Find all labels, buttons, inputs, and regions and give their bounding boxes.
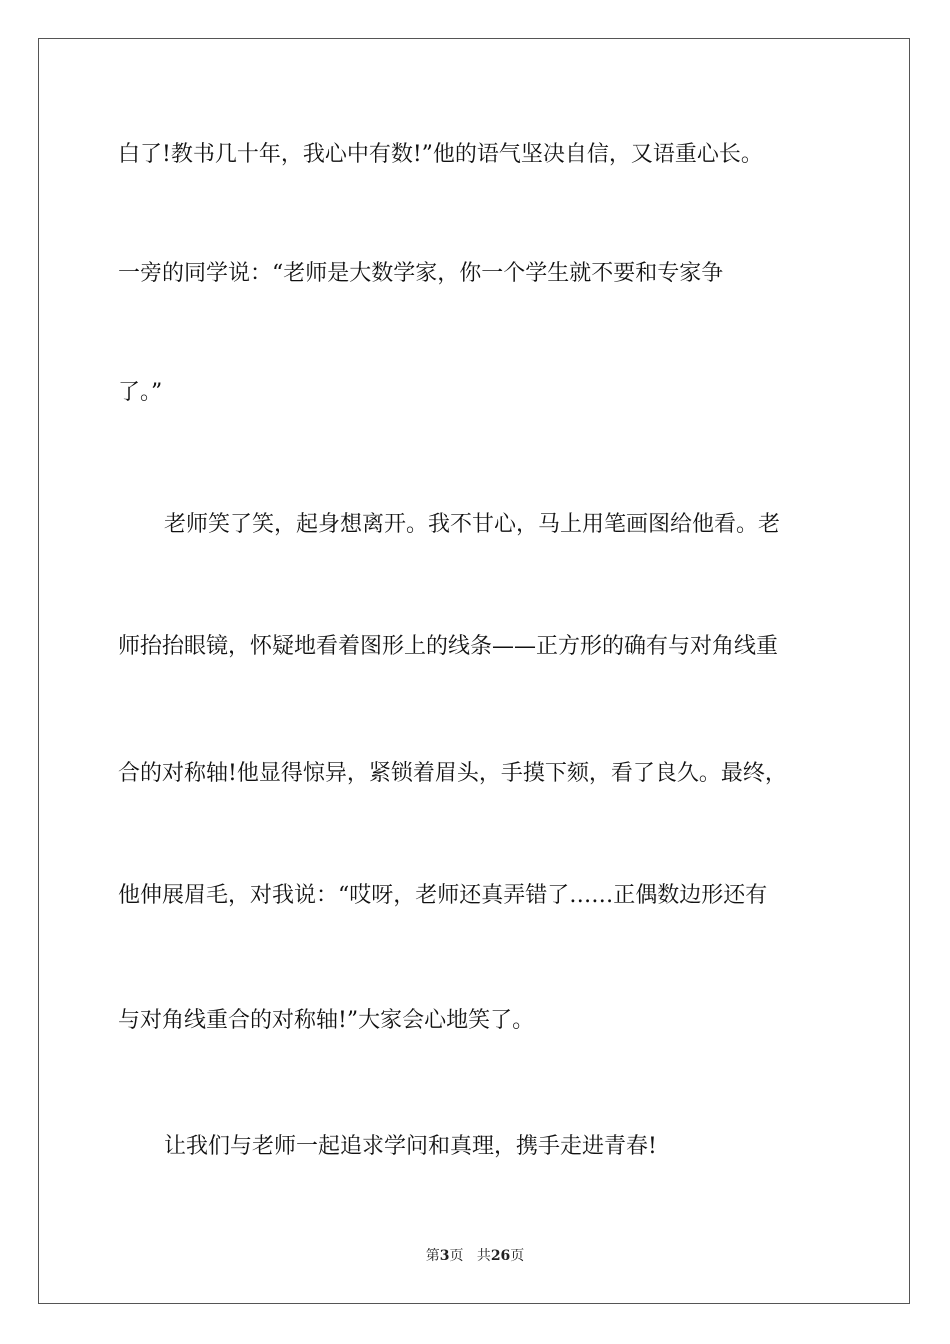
text-line-9: 让我们与老师一起追求学问和真理，携手走进青春! (164, 1134, 657, 1159)
text-line-7: 他伸展眉毛，对我说：“哎呀，老师还真弄错了……正偶数边形还有 (118, 883, 768, 908)
text-line-2: 一旁的同学说：“老师是大数学家，你一个学生就不要和专家争 (118, 261, 724, 286)
page-suffix: 页 (449, 1248, 464, 1264)
text-line-6: 合的对称轴!他显得惊异，紧锁着眉头，手摸下颏，看了良久。最终， (118, 761, 787, 786)
page-prefix: 第 (425, 1248, 440, 1264)
page-border (38, 38, 910, 1304)
text-line-5: 师抬抬眼镜，怀疑地看着图形上的线条——正方形的确有与对角线重 (118, 634, 779, 659)
text-line-8: 与对角线重合的对称轴!”大家会心地笑了。 (118, 1008, 535, 1033)
total-prefix: 共 (476, 1248, 491, 1264)
total-suffix: 页 (510, 1248, 525, 1264)
text-line-1: 白了!教书几十年，我心中有数!”他的语气坚决自信，又语重心长。 (118, 142, 763, 167)
text-line-4: 老师笑了笑，起身想离开。我不甘心，马上用笔画图给他看。老 (164, 512, 781, 537)
text-line-3: 了。” (118, 380, 163, 405)
page-number: 3 (439, 1248, 450, 1264)
total-pages: 26 (490, 1248, 511, 1264)
page-footer (0, 1246, 950, 1266)
